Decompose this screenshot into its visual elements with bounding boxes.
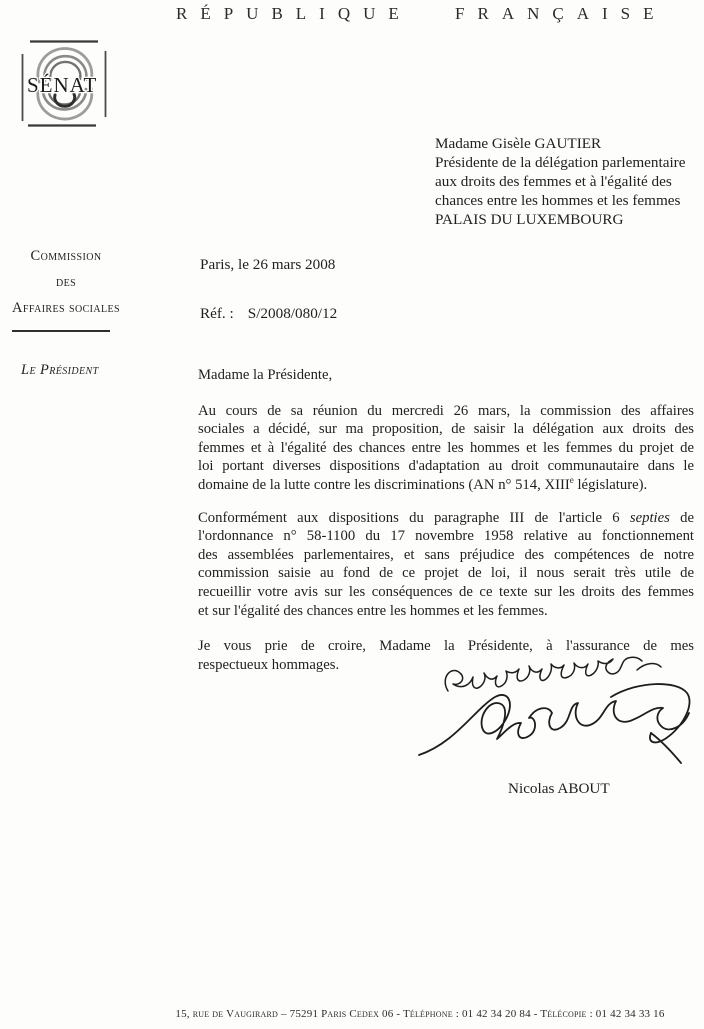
paragraph-line <box>198 476 694 495</box>
senat-spiral-icon <box>20 38 110 130</box>
handwritten-cordialement <box>445 657 642 691</box>
paragraph-line: respectueux hommages. <box>198 656 340 673</box>
paragraph-1 <box>198 402 694 495</box>
paragraph-line: Au cours de sa réunion du mercredi 26 mars, la commission des affaires <box>198 402 694 419</box>
senat-logo <box>20 38 110 130</box>
recipient-block <box>435 134 685 229</box>
commission-line: Affaires sociales <box>12 300 120 316</box>
recipient-line: Présidente de la délégation parlementaire <box>435 154 686 171</box>
commission-line: des <box>55 274 77 290</box>
signer-name: Nicolas ABOUT <box>508 780 610 797</box>
recipient-line: chances entre les hommes et les femmes <box>435 192 681 209</box>
line-text: Conformément aux dispositions du paragraphe III de l'article 6 <box>198 509 630 526</box>
paragraph-line <box>198 509 694 528</box>
republique-francaise-heading: RÉPUBLIQUE FRANÇAISE <box>176 4 667 23</box>
paragraph-line: et sur l'égalité des chances entre les hommes et les femmes. <box>198 602 548 619</box>
reference-label: Réf. : <box>200 305 234 322</box>
commission-line: Commission <box>30 248 102 264</box>
president-title: Le Président <box>21 362 99 378</box>
reference-line <box>200 305 337 323</box>
recipient-line: aux droits des femmes et à l'égalité des <box>435 173 672 190</box>
signature-scrawl <box>419 695 689 755</box>
paragraph-line: des assemblées parlementaires, et sans préjudice des compétences de notre <box>198 546 694 563</box>
commission-divider <box>12 330 110 332</box>
recipient-line: Madame Gisèle GAUTIER <box>435 135 602 152</box>
paragraph-line: commission saisie au fond de ce projet de loi, il nous serait très utile de <box>198 565 694 582</box>
paragraph-line: Je vous prie de croire, Madame la Présidente, à l'assurance de mes <box>198 638 694 655</box>
line-text: de <box>669 509 694 526</box>
footer-address: 15, rue de Vaugirard – 75291 Paris Cedex 06 - Téléphone : 01 42 34 20 84 - Télécopie : 01 42 34 33 16 <box>175 1008 665 1020</box>
senat-logo-text: SÉNAT <box>27 73 98 97</box>
recipient-line: PALAIS DU LUXEMBOURG <box>435 211 624 228</box>
paragraph-line: recueillir votre avis sur les conséquences de ce texte sur les droits des femmes <box>198 583 694 600</box>
paragraph-line: l'ordonnance n° 58-1100 du 17 novembre 1958 relative au fonctionnement <box>198 528 694 545</box>
handwritten-signature-icon <box>415 655 704 773</box>
paragraph-line: femmes et à l'égalité des chances entre les hommes et les femmes du projet de <box>198 439 694 456</box>
italic-term: septies <box>629 509 670 526</box>
handwritten-t-bar <box>637 664 661 670</box>
paragraph-2 <box>198 509 694 621</box>
paragraph-line: loi portant diverses dispositions d'adaptation au droit communautaire dans le <box>198 458 694 475</box>
signature-block <box>415 655 704 773</box>
paragraph-line: sociales a décidé, sur ma proposition, de saisir la délégation aux droits des <box>198 421 694 438</box>
commission-heading <box>0 243 132 321</box>
letter-body <box>198 366 694 674</box>
line-text: domaine de la lutte contre les discriminations (AN n° 514, XIII <box>198 476 570 493</box>
line-text: législature). <box>573 476 648 493</box>
signature-flourish <box>611 684 690 742</box>
date-line: Paris, le 26 mars 2008 <box>200 256 336 273</box>
superscript-e: e <box>569 475 574 486</box>
reference-number: S/2008/080/12 <box>247 305 338 322</box>
salutation: Madame la Présidente, <box>198 367 333 383</box>
